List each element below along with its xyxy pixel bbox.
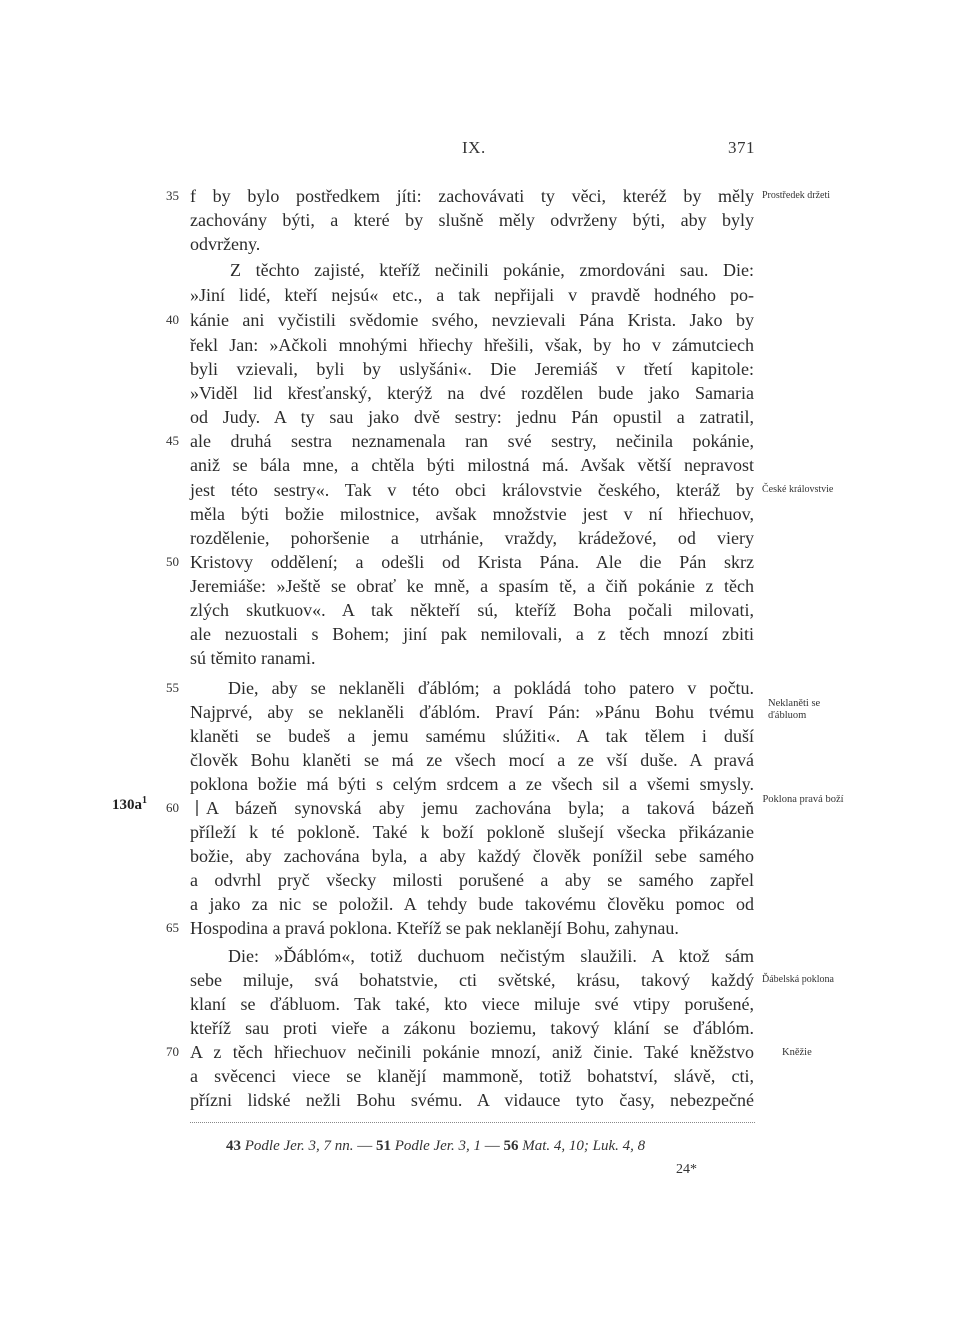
folio-break-mark [196,800,198,816]
text-line: zachovány býti, a které by slušně měly odvrženy býti, aby byly [190,210,754,230]
text-line: od Judy. A ty sau jako dvě sestry: jednu Pán opustil a zatratil, [190,407,754,427]
text-line: Z těchto zajisté, kteříž nečinili pokánie, zmordováni sau. Die: [230,260,754,280]
text-line: aniž se bála mne, a chtěla býti milostná má. Avšak větší nepravost [190,455,754,475]
footnote-text: Podle Jer. 3, 7 nn. [244,1138,354,1154]
text-line: zlých skutkuov«. A tak někteří sú, kteříž Boha počali milovati, [190,600,754,620]
folio-sup: 1 [142,795,147,806]
text-line: Die: »Ďáblóm«, totiž duchuom nečistým slaužili. A ktož sám [228,946,754,966]
footnote-number: 43 [226,1138,241,1154]
text-line: rozdělenie, pohoršenie a utrhánie, vraždy, krádežové, od viery [190,528,754,548]
text-line: a jako za nic se položil. A tehdy bude takovému člověku pomoc od [190,894,754,914]
text-line: Jeremiáše: »Ještě se obrať ke mně, a spasím tě, a čiň pokánie z těch [190,576,754,596]
line-number: 35 [166,188,179,203]
text-line: a svěcenci viece se klanějí mammoně, totiž bohatství, slávě, cti, [190,1066,754,1086]
text-line: a odvrhl pryč všecky milosti porušené a aby se samého zapřel [190,870,754,890]
text-line: člověk Bohu klaněti se má ze všech mocí a ze vší duše. A pravá [190,750,754,770]
text-line: příleží k té pokloně. Také k boží pokloně slušejí všecka přikázanie [190,822,754,842]
footnote-text: Mat. 4, 10; Luk. 4, 8 [522,1138,646,1154]
footnotes [226,1136,645,1156]
text-line: A z těch hřiechuov nečinili pokánie mnozí, aniž činie. Také kněžstvo [190,1042,754,1062]
text-line: kteříž sau proti vieře a zákonu boziemu, takový klání se ďáblóm. [190,1018,754,1038]
footnote-dash: — [484,1138,500,1154]
margin-note: Poklona pravá boží [762,794,844,805]
text-line: Hospodina a pravá poklona. Kteříž se pak neklanějí Bohu, zahynau. [190,918,679,938]
text-line: byli vzievali, byli by uslyšáni«. Die Jeremiáš v třetí kapitole: [190,359,754,379]
line-number: 65 [166,920,179,935]
text-line: »Jiní lidé, kteří nejsú« etc., a tak nepřijali v pravdě hodného po- [190,285,754,305]
footnote-text: Podle Jer. 3, 1 [394,1138,481,1154]
margin-note: Kněžie [782,1047,812,1058]
text-line: ale druhá sestra neznamenala ran své sestry, nečinila pokánie, [190,431,754,451]
line-number: 40 [166,312,179,327]
signature-mark: 24* [676,1162,697,1177]
line-number: 60 [166,800,179,815]
footnote-number: 51 [375,1138,391,1154]
text-line: božie, aby zachována byla, a aby každý člověk ponížil sebe samého [190,846,754,866]
margin-note: Neklaněti se ďábluom [768,698,821,721]
text-line: poklona božie má býti s celým srdcem a ze všech sil a všemi smysly. [190,774,754,794]
margin-note: Prostředek držeti [762,190,831,201]
line-number: 50 [166,554,179,569]
text-line: Die, aby se neklaněli ďáblóm; a pokládá toho patero v počtu. [228,678,754,698]
text-line: klaněti se budeš a jemu samému slúžiti«. A tak tělem i duší [190,726,754,746]
folio-marker [112,795,147,814]
text-line: A bázeň synovská aby jemu zachována byla; a taková bázeň [206,798,754,818]
text-line: odvrženy. [190,234,261,254]
text-line: klaní se ďábluom. Tak také, kto viece miluje své vtipy porušené, [190,994,754,1014]
text-line: ale nezuostali s Bohem; jiní pak nemilovali, a z těch mnozí zbiti [190,624,754,644]
line-number: 70 [166,1044,179,1059]
footnote-rule [190,1122,755,1123]
text-line: jest této sestry«. Tak v této obci královstvie českého, kteráž by [190,480,754,500]
margin-note: Ďábelská poklona [762,974,834,985]
text-line: sú těmito ranami. [190,648,316,668]
text-line: přízni lidské nežli Bohu svému. A vidauce tyto časy, nebezpečné [190,1090,754,1110]
running-head-chapter: IX. [462,138,486,157]
text-line: řekl Jan: »Ačkoli mnohými hřiechy hřešili, však, by ho v zámutciech [190,335,754,355]
text-line: měla býti božie milostnice, avšak množstvie jest v ní hřiechuov, [190,504,754,524]
line-number: 55 [166,680,179,695]
folio-label: 130a [112,797,142,813]
text-line: Najprvé, aby se neklaněli ďáblóm. Praví Pán: »Pánu Bohu tvému [190,702,754,722]
footnote-dash: — [357,1138,373,1154]
text-line: »Viděl lid křesťanský, kterýž na dvé rozdělen bude jako Samaria [190,383,754,403]
text-line: sebe miluje, svá bohatstvie, cti světské, krásu, takový každý [190,970,754,990]
margin-note: České královstvie [762,484,834,495]
footnote-number: 56 [503,1138,519,1154]
text-line: kánie ani vyčistili svědomie svého, nevzievali Pána Krista. Jako by [190,310,754,330]
text-line: Kristovy oddělení; a odešli od Krista Pána. Ale die Pán skrz [190,552,754,572]
page-number: 371 [728,138,755,157]
line-number: 45 [166,433,179,448]
text-line: f by bylo postředkem jíti: zachovávati ty věci, kteréž by měly [190,186,754,206]
